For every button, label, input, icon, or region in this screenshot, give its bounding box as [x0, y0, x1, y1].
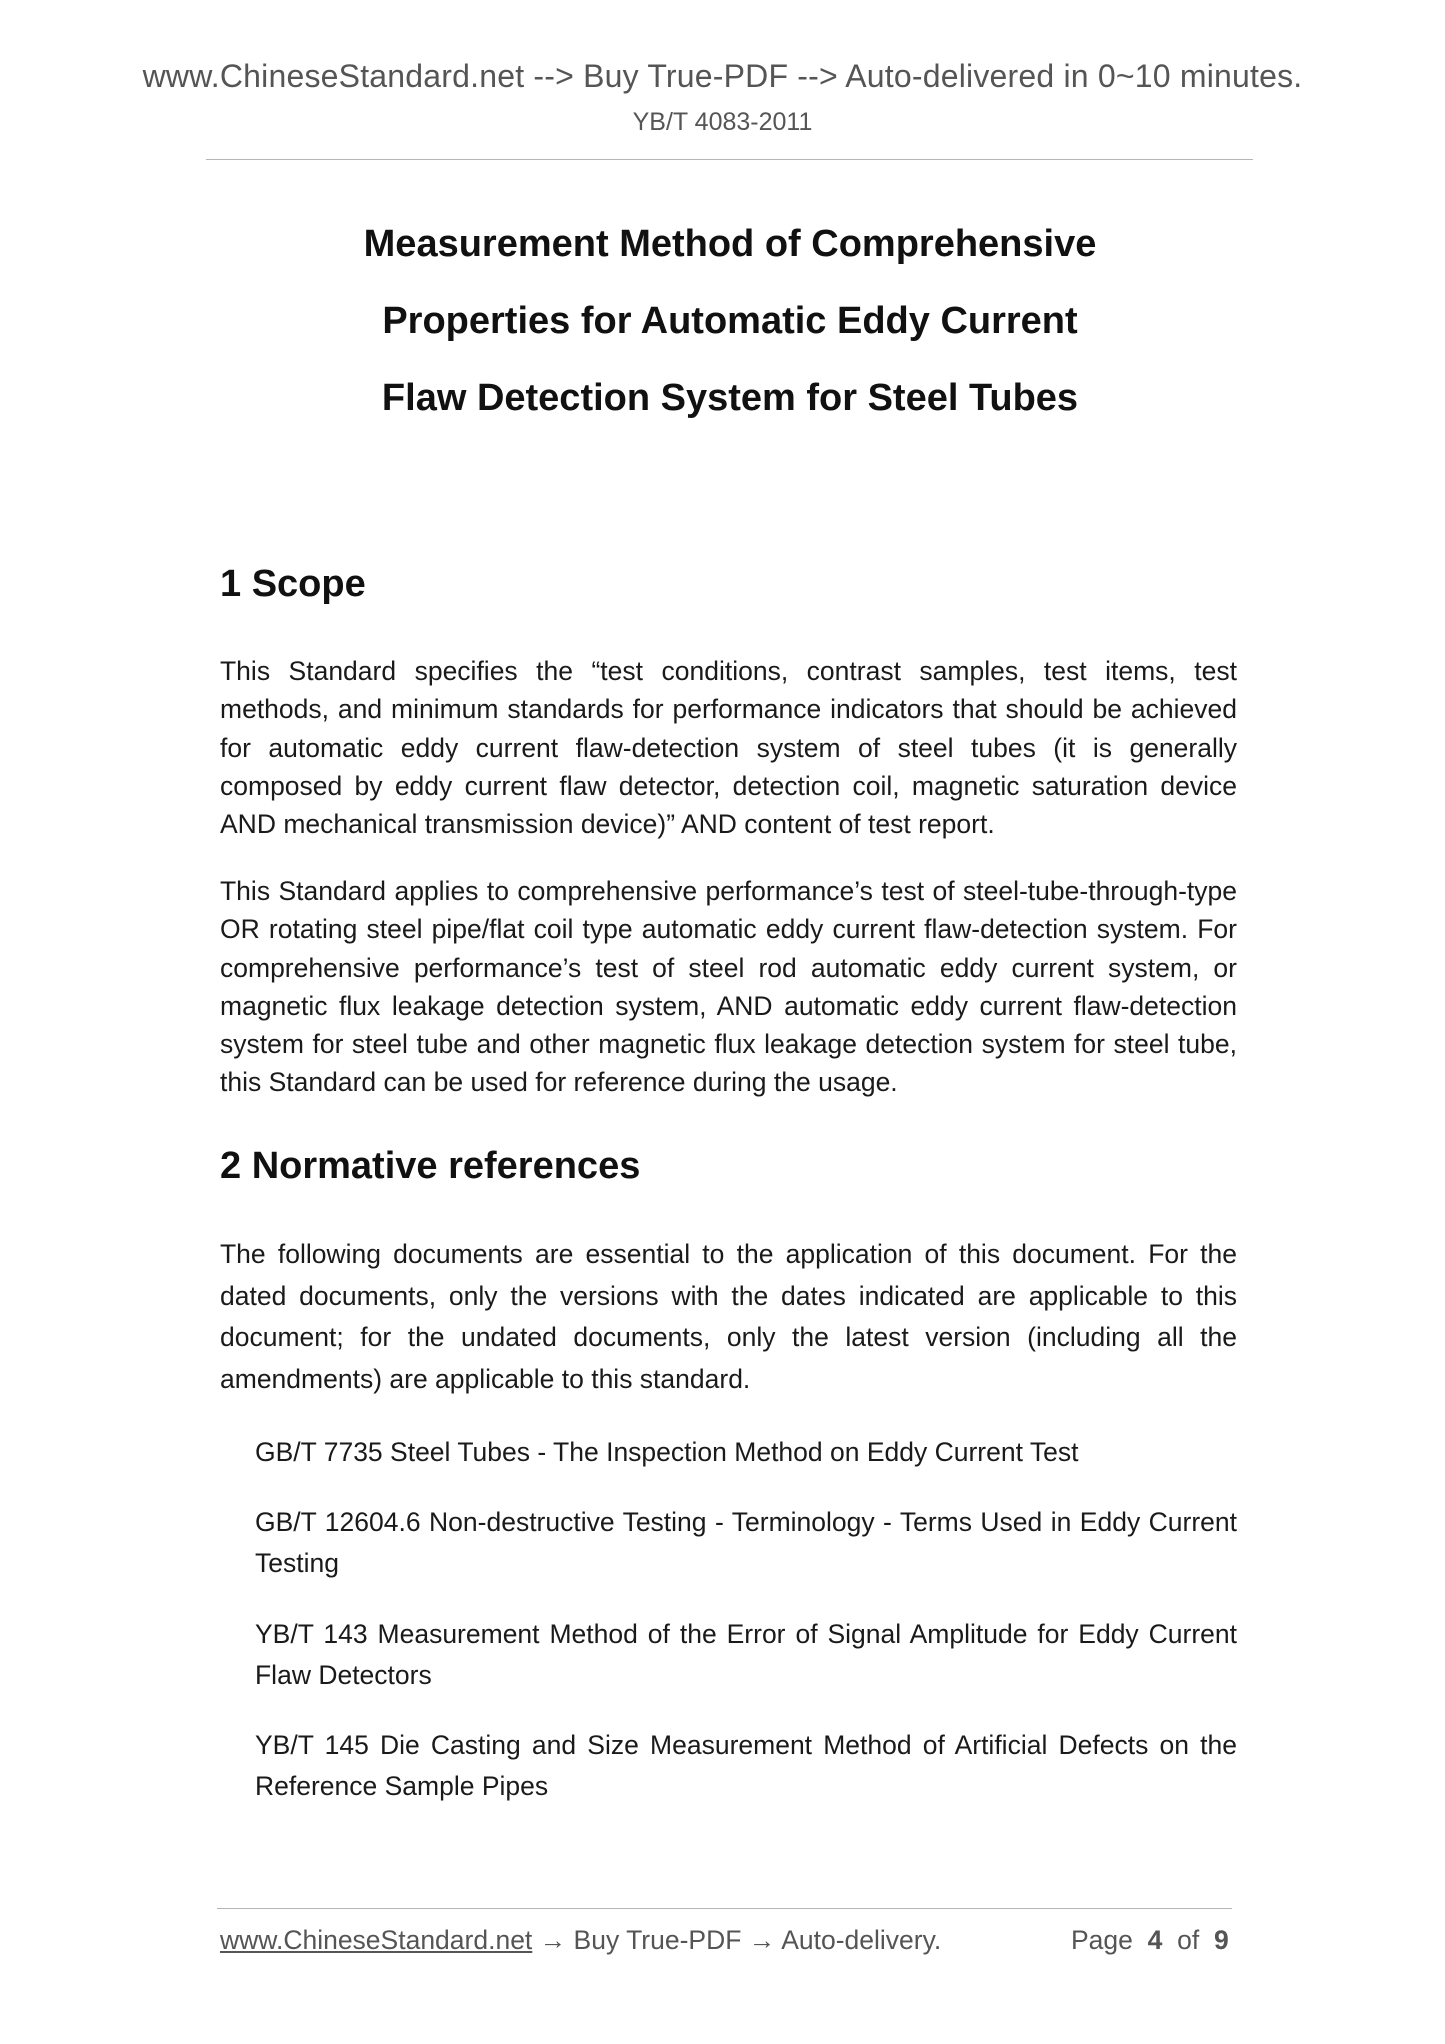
footer-divider: [217, 1908, 1232, 1909]
reference-item: YB/T 143 Measurement Method of the Error of Signal Amplitude for Eddy Current Flaw Detectors: [255, 1619, 1237, 1690]
page-indicator: [1071, 1925, 1229, 1956]
title-line: Properties for Automatic Eddy Current: [382, 300, 1078, 342]
scope-paragraph: This Standard specifies the “test conditions, contrast samples, test items, test methods, and minimum standards for performance indicators that should be achieved for automatic eddy current flaw-detection system of steel tubes (it is generally composed by eddy current flaw detector, detection coil, magnetic saturation device AND mechanical transmission device)” AND content of test report.: [220, 656, 1237, 840]
footer-buy-text: Buy True-PDF: [573, 1925, 742, 1955]
top-banner: www.ChineseStandard.net --> Buy True-PDF --> Auto-delivered in 0~10 minutes.: [142, 58, 1303, 94]
arrow-icon: →: [741, 1925, 782, 1955]
scope-paragraph: This Standard applies to comprehensive performance’s test of steel-tube-through-type OR rotating steel pipe/flat coil type automatic eddy current flaw-detection system. For comprehensive performance’s test of steel rod automatic eddy current system, or magnetic flux leakage detection system, AND automatic eddy current flaw-detection system for steel tube and other magnetic flux leakage detection system for steel tube, this Standard can be used for reference during the usage.: [220, 876, 1237, 1098]
standard-code: YB/T 4083-2011: [632, 108, 813, 136]
header-divider: [206, 159, 1253, 160]
page-of-label: of: [1177, 1925, 1200, 1955]
reference-item: YB/T 145 Die Casting and Size Measurement Method of Artificial Defects on the Reference Sample Pipes: [255, 1730, 1237, 1801]
section-heading-scope: 1 Scope: [220, 563, 366, 605]
reference-item: GB/T 12604.6 Non-destructive Testing - Terminology - Terms Used in Eddy Current Testing: [255, 1507, 1237, 1578]
page-current: 4: [1147, 1925, 1163, 1955]
page-total: 9: [1213, 1925, 1229, 1955]
title-line: Measurement Method of Comprehensive: [363, 223, 1097, 265]
normative-references-intro: The following documents are essential to the application of this document. For the dated documents, only the versions with the dates indicated are applicable to this document; for the undated documents, only the latest version (including all the amendments) are applicable to this standard.: [220, 1239, 1237, 1394]
footer-site-link[interactable]: www.ChineseStandard.net: [220, 1925, 533, 1955]
footer-delivery-text: Auto-delivery.: [781, 1925, 942, 1955]
section-heading-normative-references: 2 Normative references: [220, 1145, 641, 1187]
page-label: Page: [1071, 1925, 1133, 1955]
arrow-icon: →: [532, 1925, 574, 1955]
reference-item: GB/T 7735 Steel Tubes - The Inspection Method on Eddy Current Test: [255, 1437, 1079, 1467]
footer-links: [220, 1925, 941, 1956]
title-line: Flaw Detection System for Steel Tubes: [381, 377, 1079, 419]
document-title: [220, 214, 1240, 445]
